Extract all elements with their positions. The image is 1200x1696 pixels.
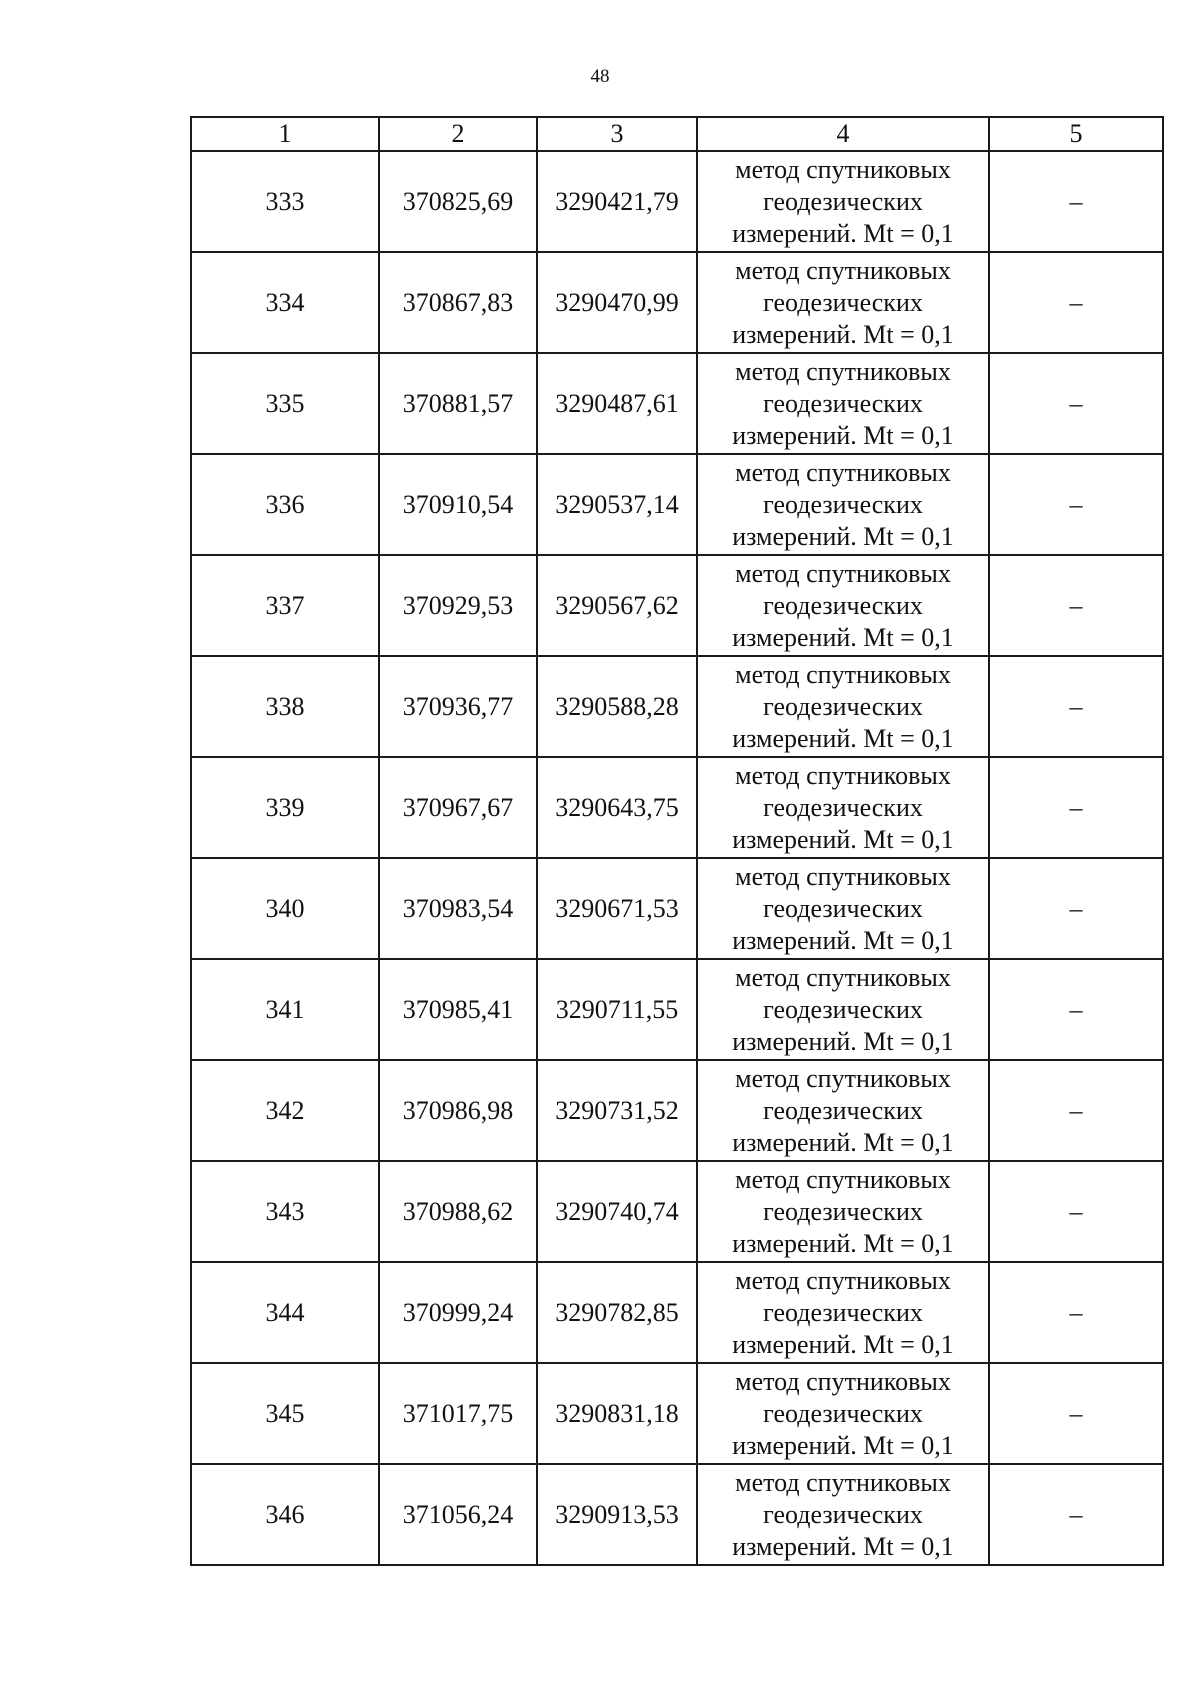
table-row: [191, 858, 1163, 959]
x-coordinate-cell: 370825,69: [379, 151, 537, 252]
method-line: метод спутниковых: [735, 356, 951, 386]
method-line: геодезических: [763, 1095, 923, 1125]
method-line: метод спутниковых: [735, 861, 951, 891]
point-number-cell: 336: [191, 454, 379, 555]
y-coordinate-cell: 3290421,79: [537, 151, 697, 252]
note-cell: –: [989, 1060, 1163, 1161]
table-row: [191, 353, 1163, 454]
header-cell-2: 2: [379, 117, 537, 151]
method-line: геодезических: [763, 287, 923, 317]
note-cell: –: [989, 252, 1163, 353]
note-cell: –: [989, 959, 1163, 1060]
method-line: измерений. Mt = 0,1: [732, 925, 954, 955]
point-number-cell: 335: [191, 353, 379, 454]
method-cell: [697, 252, 989, 353]
note-cell: –: [989, 1464, 1163, 1565]
point-number-cell: 338: [191, 656, 379, 757]
x-coordinate-cell: 370983,54: [379, 858, 537, 959]
method-line: метод спутниковых: [735, 1467, 951, 1497]
table-row: [191, 1060, 1163, 1161]
x-coordinate-cell: 370999,24: [379, 1262, 537, 1363]
method-line: измерений. Mt = 0,1: [732, 824, 954, 854]
method-line: геодезических: [763, 388, 923, 418]
method-line: геодезических: [763, 994, 923, 1024]
method-cell: [697, 1363, 989, 1464]
y-coordinate-cell: 3290740,74: [537, 1161, 697, 1262]
method-line: метод спутниковых: [735, 558, 951, 588]
y-coordinate-cell: 3290487,61: [537, 353, 697, 454]
note-cell: –: [989, 858, 1163, 959]
method-cell: [697, 353, 989, 454]
method-line: измерений. Mt = 0,1: [732, 1026, 954, 1056]
method-line: геодезических: [763, 489, 923, 519]
x-coordinate-cell: 370967,67: [379, 757, 537, 858]
header-cell-5: 5: [989, 117, 1163, 151]
y-coordinate-cell: 3290588,28: [537, 656, 697, 757]
method-line: метод спутниковых: [735, 457, 951, 487]
method-line: метод спутниковых: [735, 255, 951, 285]
method-line: измерений. Mt = 0,1: [732, 1430, 954, 1460]
y-coordinate-cell: 3290711,55: [537, 959, 697, 1060]
method-line: геодезических: [763, 893, 923, 923]
method-line: метод спутниковых: [735, 1265, 951, 1295]
method-line: измерений. Mt = 0,1: [732, 1329, 954, 1359]
table-row: [191, 555, 1163, 656]
y-coordinate-cell: 3290831,18: [537, 1363, 697, 1464]
note-cell: –: [989, 1161, 1163, 1262]
y-coordinate-cell: 3290537,14: [537, 454, 697, 555]
page-number: 48: [590, 66, 610, 87]
method-line: геодезических: [763, 1398, 923, 1428]
note-cell: –: [989, 454, 1163, 555]
method-cell: [697, 1161, 989, 1262]
method-line: метод спутниковых: [735, 154, 951, 184]
table-row: [191, 656, 1163, 757]
method-line: геодезических: [763, 792, 923, 822]
x-coordinate-cell: 370988,62: [379, 1161, 537, 1262]
point-number-cell: 344: [191, 1262, 379, 1363]
method-line: метод спутниковых: [735, 1366, 951, 1396]
header-cell-3: 3: [537, 117, 697, 151]
point-number-cell: 337: [191, 555, 379, 656]
method-line: метод спутниковых: [735, 962, 951, 992]
method-line: геодезических: [763, 590, 923, 620]
method-line: геодезических: [763, 1499, 923, 1529]
y-coordinate-cell: 3290731,52: [537, 1060, 697, 1161]
x-coordinate-cell: 370881,57: [379, 353, 537, 454]
y-coordinate-cell: 3290643,75: [537, 757, 697, 858]
method-line: метод спутниковых: [735, 659, 951, 689]
method-cell: [697, 1464, 989, 1565]
table-row: [191, 959, 1163, 1060]
y-coordinate-cell: 3290567,62: [537, 555, 697, 656]
note-cell: –: [989, 151, 1163, 252]
note-cell: –: [989, 555, 1163, 656]
method-cell: [697, 858, 989, 959]
x-coordinate-cell: 371017,75: [379, 1363, 537, 1464]
method-line: измерений. Mt = 0,1: [732, 521, 954, 551]
table-row: [191, 1464, 1163, 1565]
point-number-cell: 339: [191, 757, 379, 858]
point-number-cell: 340: [191, 858, 379, 959]
method-line: измерений. Mt = 0,1: [732, 1127, 954, 1157]
method-line: измерений. Mt = 0,1: [732, 1228, 954, 1258]
point-number-cell: 342: [191, 1060, 379, 1161]
method-cell: [697, 656, 989, 757]
x-coordinate-cell: 370910,54: [379, 454, 537, 555]
point-number-cell: 334: [191, 252, 379, 353]
method-cell: [697, 151, 989, 252]
note-cell: –: [989, 757, 1163, 858]
table-row: [191, 454, 1163, 555]
method-line: измерений. Mt = 0,1: [732, 420, 954, 450]
table-row: [191, 1363, 1163, 1464]
method-line: измерений. Mt = 0,1: [732, 622, 954, 652]
note-cell: –: [989, 1363, 1163, 1464]
table-row: [191, 757, 1163, 858]
coordinates-table: [190, 116, 1164, 1566]
table-header-row: [191, 117, 1163, 151]
method-cell: [697, 454, 989, 555]
method-line: метод спутниковых: [735, 1063, 951, 1093]
note-cell: –: [989, 1262, 1163, 1363]
x-coordinate-cell: 370986,98: [379, 1060, 537, 1161]
note-cell: –: [989, 656, 1163, 757]
table-row: [191, 1161, 1163, 1262]
table-row: [191, 151, 1163, 252]
method-cell: [697, 1060, 989, 1161]
header-cell-1: 1: [191, 117, 379, 151]
point-number-cell: 346: [191, 1464, 379, 1565]
method-line: геодезических: [763, 186, 923, 216]
header-cell-4: 4: [697, 117, 989, 151]
table-row: [191, 1262, 1163, 1363]
x-coordinate-cell: 370985,41: [379, 959, 537, 1060]
y-coordinate-cell: 3290470,99: [537, 252, 697, 353]
method-line: геодезических: [763, 691, 923, 721]
method-cell: [697, 959, 989, 1060]
y-coordinate-cell: 3290671,53: [537, 858, 697, 959]
table-body: [191, 117, 1163, 1565]
method-line: метод спутниковых: [735, 760, 951, 790]
method-cell: [697, 1262, 989, 1363]
point-number-cell: 333: [191, 151, 379, 252]
point-number-cell: 345: [191, 1363, 379, 1464]
x-coordinate-cell: 370936,77: [379, 656, 537, 757]
x-coordinate-cell: 371056,24: [379, 1464, 537, 1565]
method-line: измерений. Mt = 0,1: [732, 1531, 954, 1561]
method-line: измерений. Mt = 0,1: [732, 319, 954, 349]
point-number-cell: 343: [191, 1161, 379, 1262]
y-coordinate-cell: 3290913,53: [537, 1464, 697, 1565]
method-line: метод спутниковых: [735, 1164, 951, 1194]
method-line: измерений. Mt = 0,1: [732, 218, 954, 248]
y-coordinate-cell: 3290782,85: [537, 1262, 697, 1363]
method-line: измерений. Mt = 0,1: [732, 723, 954, 753]
method-cell: [697, 757, 989, 858]
x-coordinate-cell: 370867,83: [379, 252, 537, 353]
method-line: геодезических: [763, 1297, 923, 1327]
table-row: [191, 252, 1163, 353]
method-line: геодезических: [763, 1196, 923, 1226]
method-cell: [697, 555, 989, 656]
x-coordinate-cell: 370929,53: [379, 555, 537, 656]
note-cell: –: [989, 353, 1163, 454]
point-number-cell: 341: [191, 959, 379, 1060]
